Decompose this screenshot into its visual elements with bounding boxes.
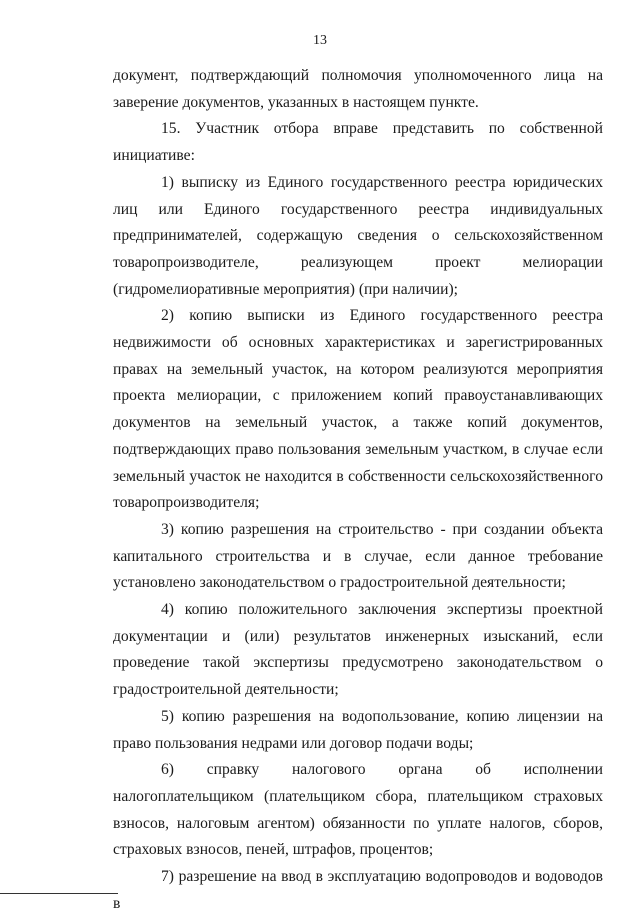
page-number: 13 [313,33,327,48]
paragraph-subitem-2: 2) копию выписки из Единого государственного реестра недвижимости об основных характеристиках и зарегистрированных правах на земельный участок, на котором реализуются мероприятия проекта мелиорации, с приложением копий правоустанавливающих документов на земельный участок, а также копий документов, подтверждающих право пользования земельным участком, в случае если земельный участок не находится в собственности сельскохозяйственного товаропроизводителя; [113,307,603,512]
paragraph-subitem-5: 5) копию разрешения на водопользование, копию лицензии на право пользования недрами или договор подачи воды; [113,707,603,752]
paragraph-subitem-6: 6) справку налогового органа об исполнении налогоплательщиком (плательщиком сбора, плательщиком страховых взносов, налоговым агентом) обязанности по уплате налогов, сборов, страховых взносов, пеней, штрафов, процентов; [113,761,603,859]
paragraph-subitem-1: 1) выписку из Единого государственного реестра юридических лиц или Единого государственного реестра индивидуальных предпринимателей, содержащую сведения о сельскохозяйственном товаропроизводителе, реализующем проект мелиорации (гидромелиоративные мероприятия) (при наличии); [113,173,603,298]
paragraph-continuation: документ, подтверждающий полномочия уполномоченного лица на заверение документов, указанных в настоящем пункте. [113,67,603,111]
paragraph-item-15: 15. Участник отбора вправе представить по собственной инициативе: [113,120,603,165]
paragraph-subitem-7: 7) разрешение на ввод в эксплуатацию водопроводов и водоводов в [113,868,603,912]
paragraph-subitem-4: 4) копию положительного заключения экспертизы проектной документации и (или) результатов инженерных изысканий, если проведение такой экспертизы предусмотрено законодательством о градостроительной деятельности; [113,601,603,699]
footer-rule [0,893,118,894]
document-body [113,63,603,918]
paragraph-subitem-3: 3) копию разрешения на строительство - при создании объекта капитального строительства и в случае, если данное требование установлено законодательством о градостроительной деятельности; [113,520,603,592]
